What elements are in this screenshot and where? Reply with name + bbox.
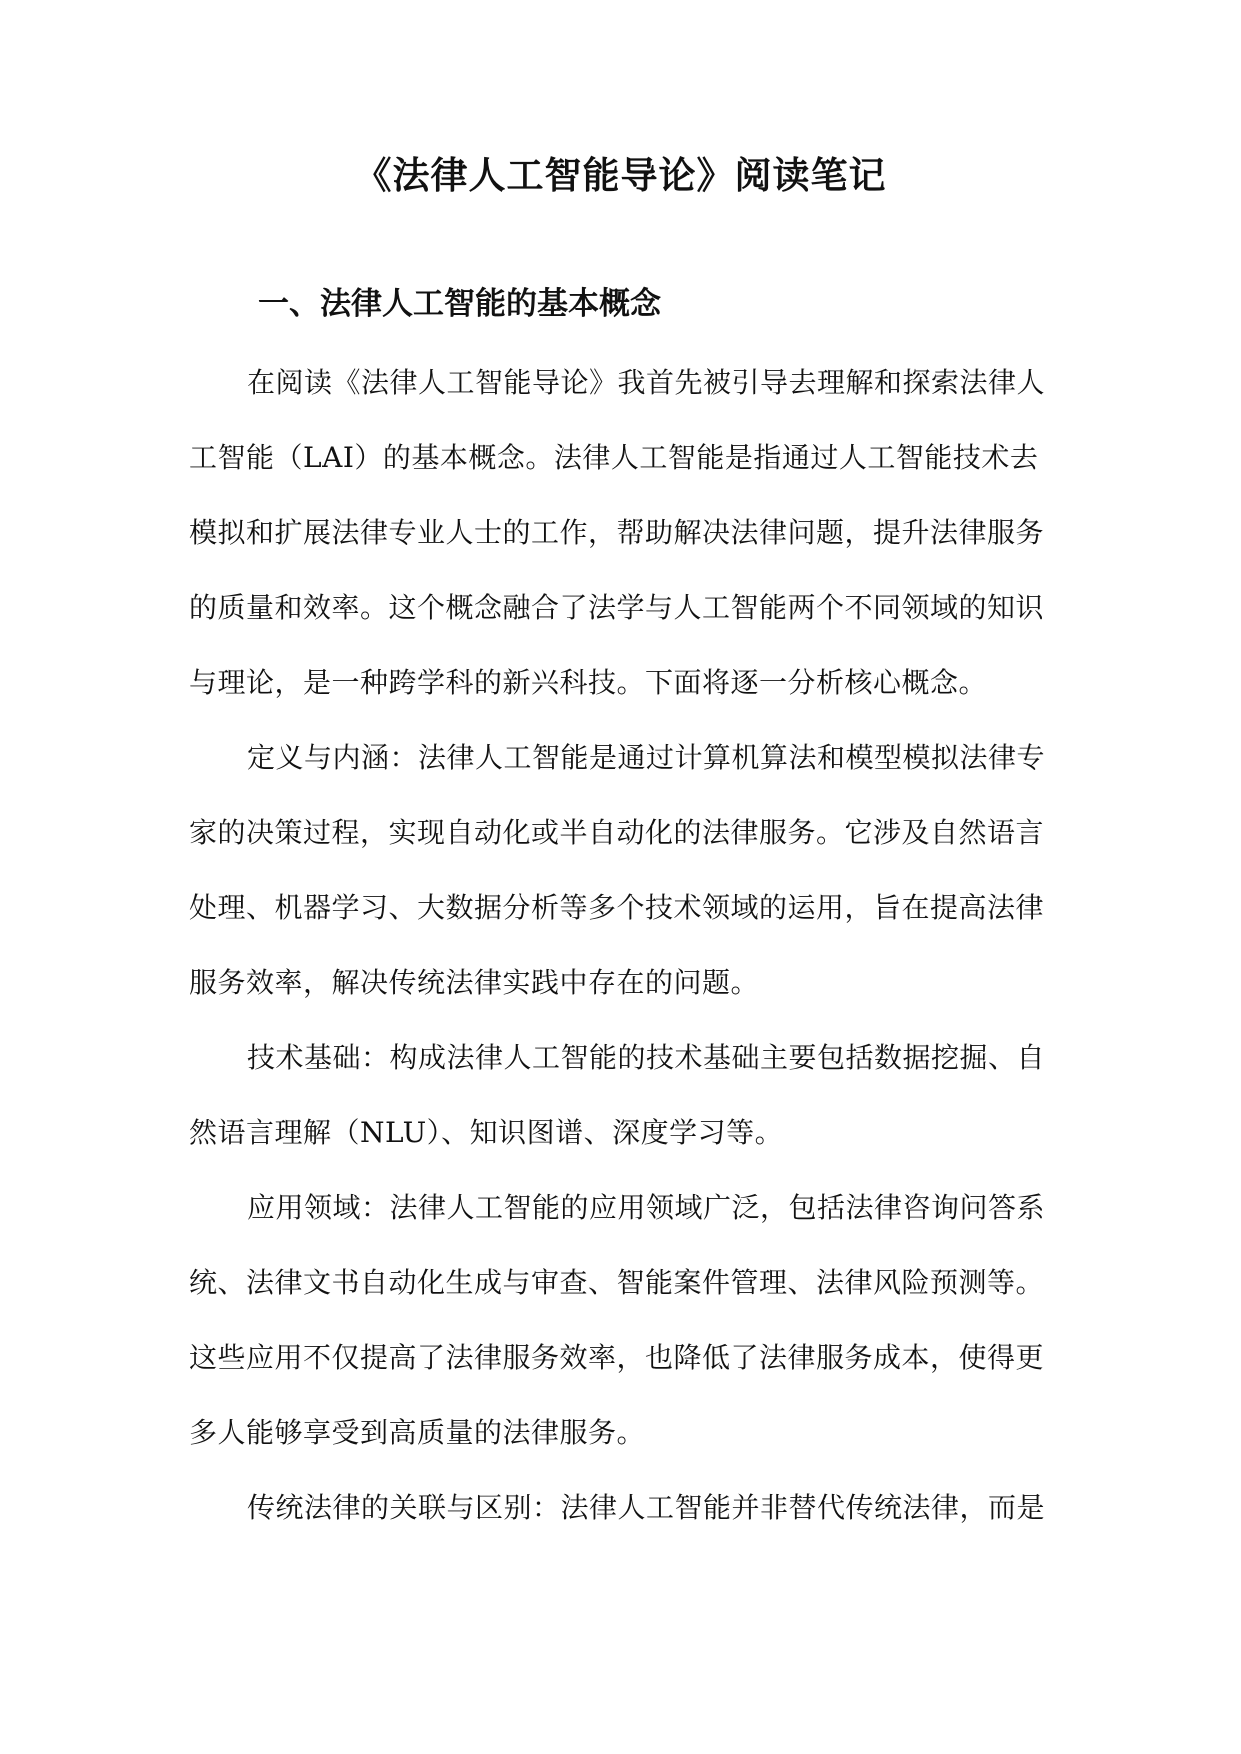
paragraph-line: 多人能够享受到高质量的法律服务。 — [189, 1416, 646, 1449]
paragraph-line: 应用领域：法律人工智能的应用领域广泛，包括法律咨询问答系 — [247, 1191, 1046, 1224]
paragraph-line: 与理论，是一种跨学科的新兴科技。下面将逐一分析核心概念。 — [189, 666, 988, 699]
paragraph-line: 工智能（LAI）的基本概念。法律人工智能是指通过人工智能技术去 — [189, 441, 1039, 474]
paragraph-line: 定义与内涵：法律人工智能是通过计算机算法和模型模拟法律专 — [247, 741, 1046, 774]
paragraph-line: 的质量和效率。这个概念融合了法学与人工智能两个不同领域的知识 — [189, 591, 1045, 624]
paragraph-line: 技术基础：构成法律人工智能的技术基础主要包括数据挖掘、自 — [247, 1041, 1046, 1074]
paragraph-line: 然语言理解（NLU）、知识图谱、深度学习等。 — [189, 1116, 784, 1149]
document-title: 《法律人工智能导论》阅读笔记 — [354, 154, 887, 197]
paragraph-line: 在阅读《法律人工智能导论》我首先被引导去理解和探索法律人 — [247, 366, 1046, 399]
section-heading: 一、法律人工智能的基本概念 — [258, 286, 661, 322]
paragraph-line: 统、法律文书自动化生成与审查、智能案件管理、法律风险预测等。 — [189, 1266, 1045, 1299]
paragraph-line: 模拟和扩展法律专业人士的工作，帮助解决法律问题，提升法律服务 — [189, 516, 1045, 549]
paragraph-line: 处理、机器学习、大数据分析等多个技术领域的运用，旨在提高法律 — [189, 891, 1045, 924]
paragraph-line: 这些应用不仅提高了法律服务效率，也降低了法律服务成本，使得更 — [189, 1341, 1045, 1374]
paragraph-line: 服务效率，解决传统法律实践中存在的问题。 — [189, 966, 760, 999]
paragraph-line: 家的决策过程，实现自动化或半自动化的法律服务。它涉及自然语言 — [189, 816, 1045, 849]
paragraph-line: 传统法律的关联与区别：法律人工智能并非替代传统法律，而是 — [247, 1491, 1046, 1524]
